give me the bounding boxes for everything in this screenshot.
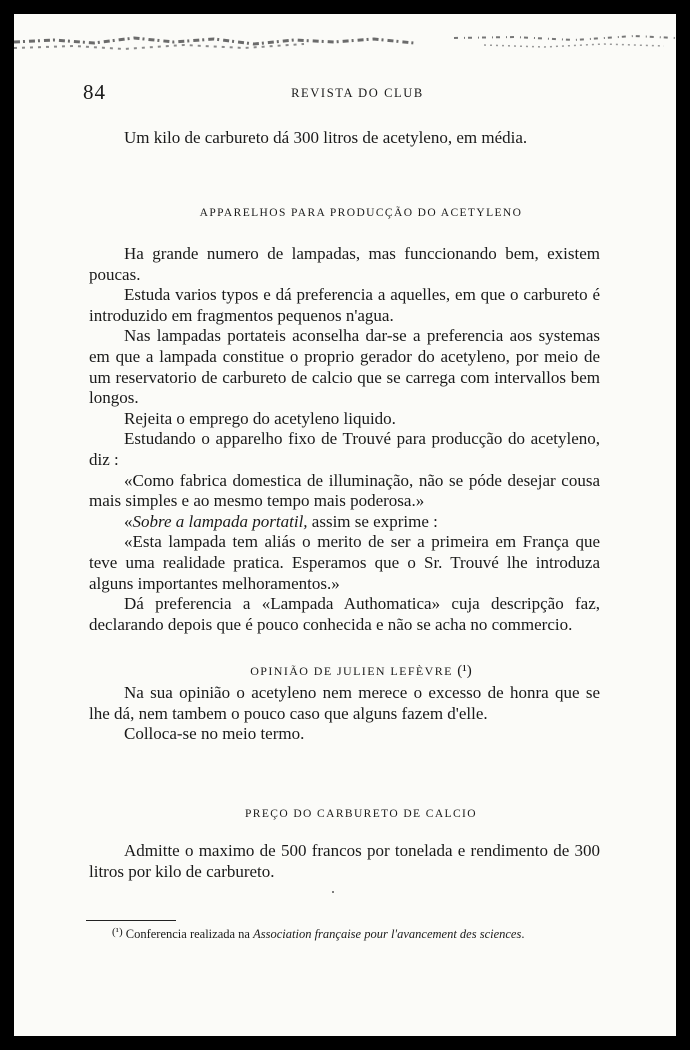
- section-preco-body: [89, 841, 600, 882]
- footnote-reference: (¹): [457, 663, 472, 679]
- page-number: 84: [83, 80, 106, 104]
- paragraph: Nas lampadas portateis aconselha dar-se a preferencia aos systemas em que a lampada constitue o proprio gerador do acetyleno, por meio de um reservatorio de carbureto de calcio que se carrega com intervallos bem longos.: [89, 326, 600, 408]
- quote-paragraph: «Esta lampada tem aliás o merito de ser a primeira em França que teve uma realidade pratica. Esperamos que o Sr. Trouvé lhe introduza alguns importantes melhoramentos.»: [89, 532, 600, 593]
- paragraph: Estudando o apparelho fixo de Trouvé para producção do acetyleno, diz :: [89, 429, 600, 469]
- section-heading-apparelhos: APPARELHOS PARA PRODUCÇÃO DO ACETYLENO: [199, 207, 523, 219]
- section-apparelhos-body: [89, 244, 600, 635]
- paragraph: Ha grande numero de lampadas, mas funccionando bem, existem poucas.: [89, 244, 600, 284]
- paragraph: Rejeita o emprego do acetyleno liquido.: [124, 408, 396, 428]
- ink-speck: [332, 891, 334, 893]
- footnote-marker: (¹): [112, 926, 123, 938]
- paragraph: Admitte o maximo de 500 francos por tonelada e rendimento de 300 litros por kilo de carbureto.: [89, 841, 600, 881]
- quote-paragraph: «Como fabrica domestica de illuminação, não se póde desejar cousa mais simples e ao mesmo tempo mais poderosa.»: [89, 470, 600, 511]
- phrase-rest: assim se exprime :: [307, 511, 438, 531]
- footnote-italic: Association française pour l'avancement des sciences: [253, 927, 522, 941]
- open-quote: «: [124, 511, 133, 531]
- section-opiniao-body: [89, 683, 600, 745]
- portatil-paragraph: [89, 512, 600, 533]
- intro-block: [89, 128, 600, 149]
- footnote-text: Conferencia realizada na: [122, 927, 254, 941]
- scan-artifact-strip: [14, 20, 676, 60]
- footnote: [88, 924, 594, 943]
- paragraph: Colloca-se no meio termo.: [124, 724, 305, 744]
- heading-text: OPINIÃO DE JULIEN LEFÈVRE: [250, 664, 453, 678]
- intro-paragraph: Um kilo de carbureto dá 300 litros de acetyleno, em média.: [124, 128, 528, 147]
- paragraph: Na sua opinião o acetyleno nem merece o excesso de honra que se lhe dá, nem tambem o pouco caso que alguns fazem d'elle.: [89, 683, 600, 723]
- paragraph: Estuda varios typos e dá preferencia a aquelles, em que o carbureto é introduzido em fragmentos pequenos n'agua.: [89, 285, 600, 325]
- section-heading-preco: PREÇO DO CARBURETO DE CALCIO: [245, 808, 477, 820]
- footnote-end: .: [521, 927, 525, 941]
- italic-phrase: Sobre a lampada portatil,: [132, 511, 308, 531]
- section-heading-opiniao: [14, 663, 676, 680]
- scanned-page: [14, 14, 676, 1036]
- running-title: REVISTA DO CLUB: [291, 86, 424, 100]
- page-header: [14, 80, 676, 110]
- paragraph: Dá preferencia a «Lampada Authomatica» cuja descripção faz, declarando depois que é pouco conhecida e não se acha no commercio.: [89, 594, 600, 634]
- footnote-divider: [86, 920, 176, 921]
